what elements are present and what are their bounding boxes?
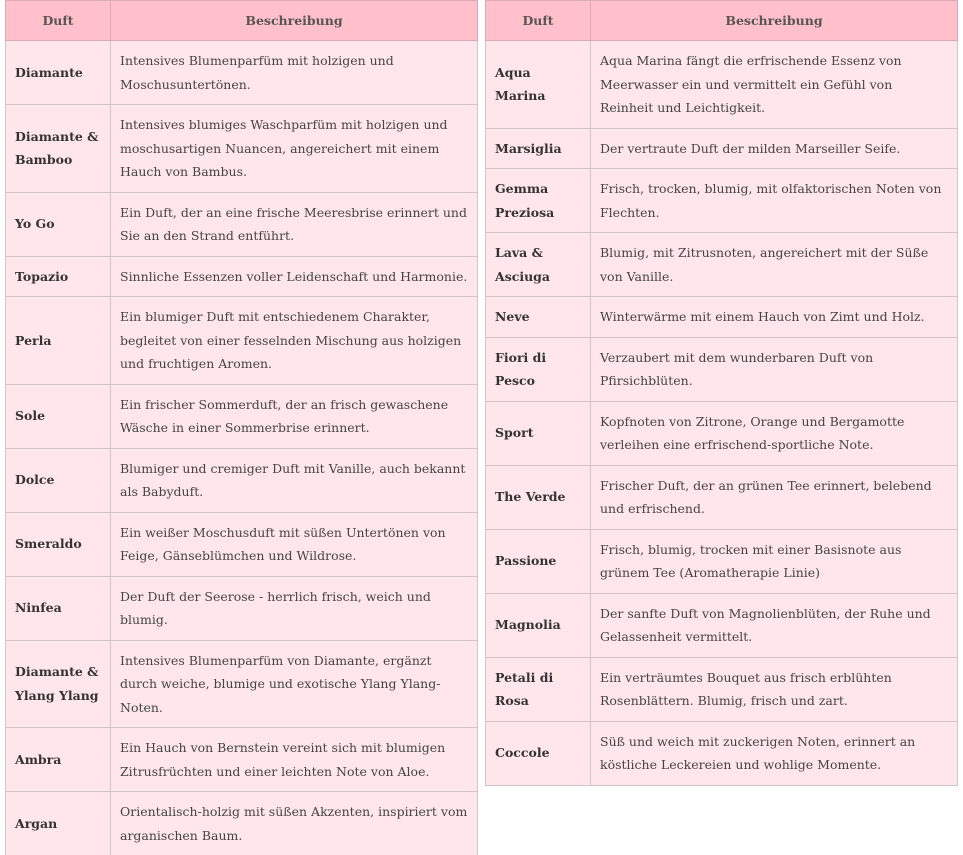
scent-description: Ein frischer Sommerduft, der an frisch gewaschene Wäsche in einer Sommerbrise erinnert.: [111, 384, 478, 448]
table-row: [6, 297, 478, 385]
scent-description: Verzaubert mit dem wunderbaren Duft von Pfirsichblüten.: [591, 337, 958, 401]
table-row: [486, 128, 958, 169]
scent-description: Der Duft der Seerose - herrlich frisch, weich und blumig.: [111, 576, 478, 640]
scent-name: Magnolia: [486, 593, 591, 657]
scent-description: Intensives Blumenparfüm von Diamante, ergänzt durch weiche, blumige und exotische Ylang Ylang-Noten.: [111, 640, 478, 728]
column-header-description: Beschreibung: [111, 1, 478, 41]
scent-description: Ein Hauch von Bernstein vereint sich mit blumigen Zitrusfrüchten und einer leichten Note von Aloe.: [111, 728, 478, 792]
scent-name: Ninfea: [6, 576, 111, 640]
scent-description: Frischer Duft, der an grünen Tee erinnert, belebend und erfrischend.: [591, 465, 958, 529]
scent-name: Neve: [486, 297, 591, 338]
scent-description: Ein verträumtes Bouquet aus frisch erblühten Rosenblättern. Blumig, frisch und zart.: [591, 657, 958, 721]
table-row: [6, 192, 478, 256]
scent-name: Ambra: [6, 728, 111, 792]
scent-name: Diamante & Bamboo: [6, 105, 111, 193]
scent-name: Gemma Preziosa: [486, 169, 591, 233]
table-row: [6, 512, 478, 576]
column-header-scent: Duft: [486, 1, 591, 41]
scent-description: Intensives blumiges Waschparfüm mit holzigen und moschusartigen Nuancen, angereichert mit einem Hauch von Bambus.: [111, 105, 478, 193]
scent-name: Passione: [486, 529, 591, 593]
table-row: [486, 593, 958, 657]
scent-description: Sinnliche Essenzen voller Leidenschaft und Harmonie.: [111, 256, 478, 297]
scent-name: Aqua Marina: [486, 41, 591, 129]
scent-description: Orientalisch-holzig mit süßen Akzenten, inspiriert vom arganischen Baum.: [111, 792, 478, 855]
table-row: [6, 256, 478, 297]
scent-description: Ein blumiger Duft mit entschiedenem Charakter, begleitet von einer fesselnden Mischung aus holzigen und fruchtigen Aromen.: [111, 297, 478, 385]
table-row: [486, 297, 958, 338]
scent-name: Marsiglia: [486, 128, 591, 169]
table-row: [486, 169, 958, 233]
scent-name: The Verde: [486, 465, 591, 529]
scent-name: Diamante: [6, 41, 111, 105]
table-row: [6, 384, 478, 448]
scent-name: Dolce: [6, 448, 111, 512]
scent-name: Smeraldo: [6, 512, 111, 576]
right-scent-table: [485, 0, 958, 786]
table-row: [6, 105, 478, 193]
scent-description: Ein weißer Moschusduft mit süßen Untertönen von Feige, Gänseblümchen und Wildrose.: [111, 512, 478, 576]
scent-name: Petali di Rosa: [486, 657, 591, 721]
table-row: [6, 792, 478, 855]
header-row: [6, 1, 478, 41]
scent-description: Aqua Marina fängt die erfrischende Essenz von Meerwasser ein und vermittelt ein Gefühl von Reinheit und Leichtigkeit.: [591, 41, 958, 129]
scent-name: Perla: [6, 297, 111, 385]
scent-name: Fiori di Pesco: [486, 337, 591, 401]
scent-description: Frisch, blumig, trocken mit einer Basisnote aus grünem Tee (Aromatherapie Linie): [591, 529, 958, 593]
table-row: [486, 657, 958, 721]
left-scent-table: [5, 0, 478, 855]
scent-name: Argan: [6, 792, 111, 855]
scent-description: Intensives Blumenparfüm mit holzigen und Moschusuntertönen.: [111, 41, 478, 105]
scent-description: Blumiger und cremiger Duft mit Vanille, auch bekannt als Babyduft.: [111, 448, 478, 512]
scent-name: Topazio: [6, 256, 111, 297]
scent-description: Der vertraute Duft der milden Marseiller Seife.: [591, 128, 958, 169]
scent-description: Süß und weich mit zuckerigen Noten, erinnert an köstliche Leckereien und wohlige Momente.: [591, 721, 958, 785]
scent-description: Frisch, trocken, blumig, mit olfaktorischen Noten von Flechten.: [591, 169, 958, 233]
table-row: [6, 576, 478, 640]
table-row: [486, 529, 958, 593]
table-row: [6, 640, 478, 728]
scent-description: Kopfnoten von Zitrone, Orange und Bergamotte verleihen eine erfrischend-sportliche Note.: [591, 401, 958, 465]
scent-name: Lava & Asciuga: [486, 233, 591, 297]
scent-name: Sport: [486, 401, 591, 465]
header-row: [486, 1, 958, 41]
table-row: [6, 41, 478, 105]
scent-name: Coccole: [486, 721, 591, 785]
table-row: [6, 728, 478, 792]
table-row: [486, 465, 958, 529]
column-header-scent: Duft: [6, 1, 111, 41]
scent-description: Winterwärme mit einem Hauch von Zimt und Holz.: [591, 297, 958, 338]
scent-name: Yo Go: [6, 192, 111, 256]
column-header-description: Beschreibung: [591, 1, 958, 41]
table-row: [486, 337, 958, 401]
table-row: [486, 401, 958, 465]
table-row: [6, 448, 478, 512]
scent-description: Blumig, mit Zitrusnoten, angereichert mit der Süße von Vanille.: [591, 233, 958, 297]
table-row: [486, 721, 958, 785]
table-row: [486, 233, 958, 297]
table-row: [486, 41, 958, 129]
scent-name: Diamante & Ylang Ylang: [6, 640, 111, 728]
scent-description: Ein Duft, der an eine frische Meeresbrise erinnert und Sie an den Strand entführt.: [111, 192, 478, 256]
scent-name: Sole: [6, 384, 111, 448]
scent-description: Der sanfte Duft von Magnolienblüten, der Ruhe und Gelassenheit vermittelt.: [591, 593, 958, 657]
